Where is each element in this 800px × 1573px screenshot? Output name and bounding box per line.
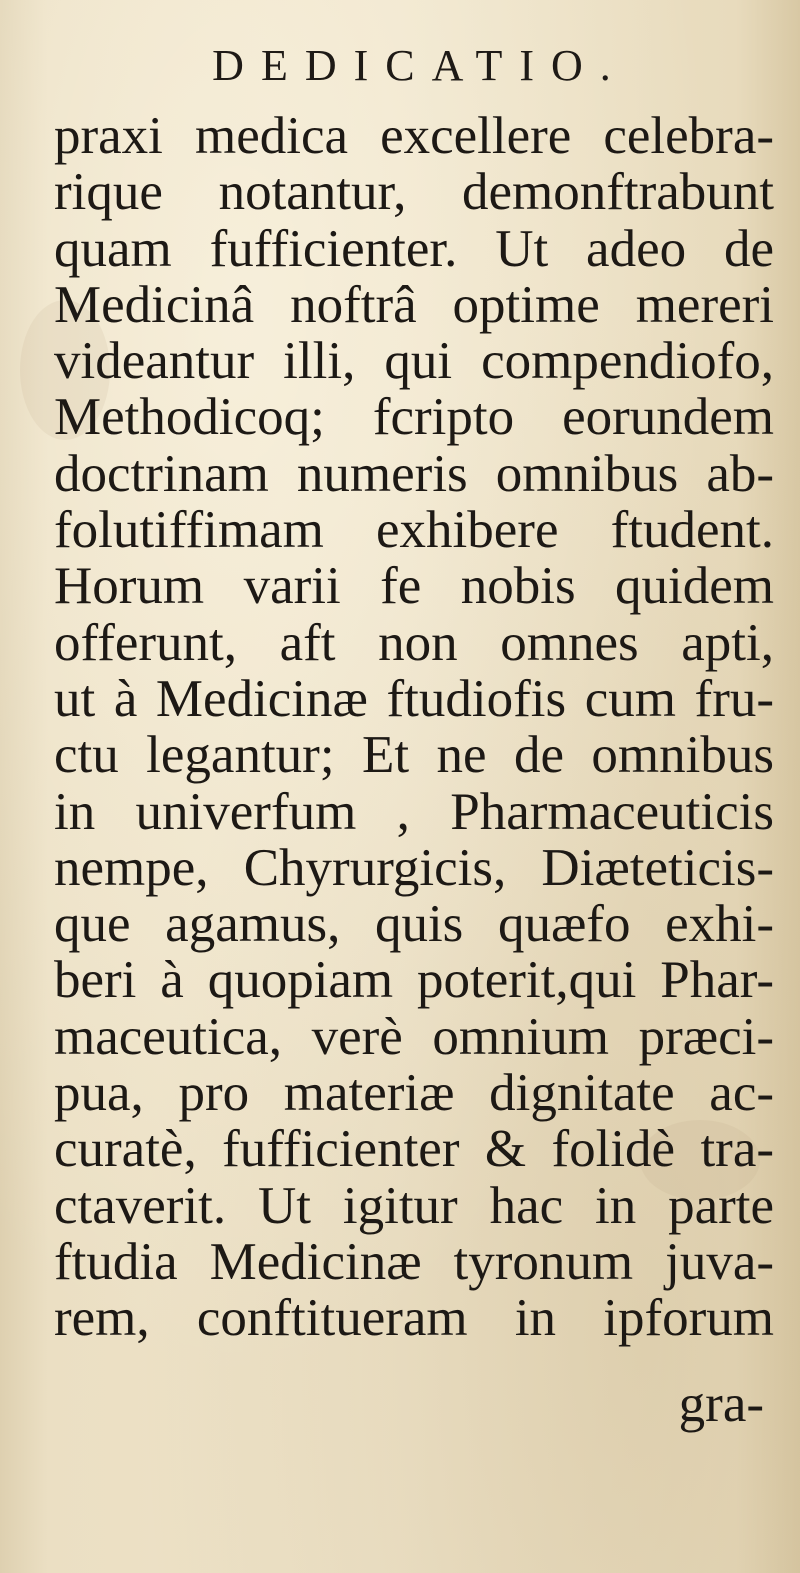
text-line: Methodicoq; fcripto eorundem — [54, 388, 774, 447]
text-line: Medicinâ noftrâ optime mereri — [54, 275, 774, 334]
text-line: pua, pro materiæ dignitate ac- — [54, 1064, 774, 1123]
text-line: rem, conftitueram in ipforum — [54, 1289, 774, 1348]
text-line: nempe, Chyrurgicis, Diæteticis- — [54, 838, 774, 897]
text-line: praxi medica excellere celebra- — [54, 107, 774, 165]
text-line: doctrinam numeris omnibus ab- — [54, 444, 774, 503]
text-line: maceutica, verè omnium præci- — [54, 1007, 774, 1066]
text-line: que agamus, quis quæfo exhi- — [54, 895, 774, 954]
text-line: offerunt, aft non omnes apti, — [54, 613, 774, 672]
text-line: ftudia Medicinæ tyronum juva- — [54, 1232, 774, 1291]
text-line: videantur illi, qui compendiofo, — [54, 332, 774, 391]
text-line: beri à quopiam poterit,qui Phar- — [54, 951, 774, 1010]
running-header: DEDICATIO. — [212, 41, 628, 90]
text-line: folutiffimam exhibere ftudent. — [54, 501, 774, 560]
text-line: curatè, fufficienter & folidè tra- — [54, 1120, 774, 1179]
catchword: gra- — [678, 1375, 764, 1433]
text-line: ctu legantur; Et ne de omnibus — [54, 726, 774, 785]
text-line: Horum varii fe nobis quidem — [54, 557, 774, 616]
text-line: quam fufficienter. Ut adeo de — [54, 219, 774, 278]
text-line: in univerfum , Pharmaceuticis — [54, 782, 774, 841]
text-line: ut à Medicinæ ftudiofis cum fru- — [54, 669, 774, 728]
body-text — [54, 108, 774, 1347]
text-line: ctaverit. Ut igitur hac in parte — [54, 1176, 774, 1235]
text-line: rique notantur, demonftrabunt — [54, 163, 774, 222]
